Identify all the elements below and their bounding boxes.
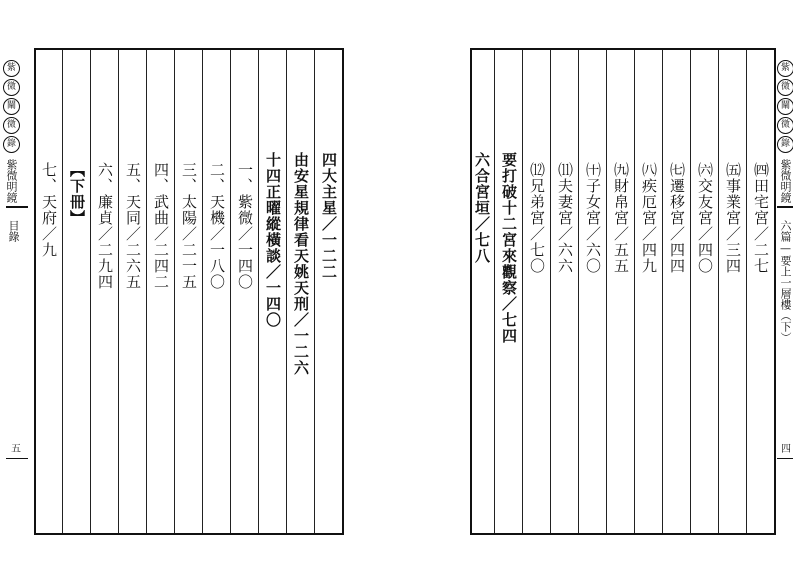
toc-column <box>470 50 494 533</box>
page-number: 五 <box>11 444 21 455</box>
toc-entry: 四、武曲／二四二 <box>152 162 170 290</box>
series-circle: 微 <box>3 117 20 134</box>
toc-entry: 三、太陽／二一五 <box>180 162 198 290</box>
book-title: 紫微明鏡 <box>779 159 792 203</box>
toc-entry: 五、天同／二六五 <box>124 162 142 290</box>
toc-column <box>259 50 286 533</box>
toc-column <box>579 50 606 533</box>
footer-tick <box>777 458 793 459</box>
toc-column <box>175 50 202 533</box>
toc-entry: 要打破十二宮來觀察／七四 <box>500 152 518 344</box>
toc-column <box>607 50 634 533</box>
toc-entry: 十四正曜縱橫談／一四〇 <box>264 152 282 328</box>
footer-tick <box>6 458 28 459</box>
right-toc-frame <box>470 48 776 535</box>
book-title: 紫微明鏡 <box>5 159 18 203</box>
divider-tick <box>777 206 793 208</box>
toc-entry: 四大主星／一二二 <box>320 152 338 280</box>
series-circle: 微 <box>3 79 20 96</box>
section-label: 目錄 <box>7 220 20 242</box>
toc-entry: ⑿兄弟宮／七〇 <box>528 162 546 274</box>
toc-entry: ⑾夫妻宮／六六 <box>556 162 574 274</box>
toc-entry: ㈨財帛宮／五五 <box>612 162 630 274</box>
toc-column <box>63 50 90 533</box>
toc-entry: 一、紫微／一四〇 <box>236 162 254 290</box>
toc-column <box>691 50 718 533</box>
series-circle: 闡 <box>777 98 793 115</box>
toc-entry: 六、廉貞／二九四 <box>96 162 114 290</box>
toc-entry: 七、天府／九 <box>40 162 58 258</box>
toc-column <box>147 50 174 533</box>
series-circle: 微 <box>777 117 793 134</box>
page-number: 四 <box>781 444 791 455</box>
toc-entry: 六合宮垣／七八 <box>473 152 491 264</box>
toc-column <box>523 50 550 533</box>
divider-tick <box>6 206 28 208</box>
toc-column <box>91 50 118 533</box>
toc-column <box>719 50 746 533</box>
series-circle: 微 <box>777 79 793 96</box>
section-label: 六篇—要上一層樓（下） <box>779 220 792 343</box>
toc-entry: ㈩子女宮／六〇 <box>584 162 602 274</box>
toc-column <box>119 50 146 533</box>
toc-entry: 【下冊】 <box>68 162 86 226</box>
toc-column <box>203 50 230 533</box>
toc-column <box>635 50 662 533</box>
series-circle: 闡 <box>3 98 20 115</box>
series-circle: 紫 <box>777 60 793 77</box>
toc-entry: ㈤事業宮／三四 <box>724 162 742 274</box>
toc-column <box>663 50 690 533</box>
left-toc-frame <box>34 48 344 535</box>
toc-column <box>551 50 578 533</box>
series-circle: 紫 <box>3 60 20 77</box>
toc-column <box>231 50 258 533</box>
toc-entry: ㈦遷移宮／四四 <box>668 162 686 274</box>
toc-entry: ㈧疾厄宮／四九 <box>640 162 658 274</box>
toc-column <box>287 50 314 533</box>
left-side-header <box>3 60 20 203</box>
right-side-header <box>777 60 793 203</box>
toc-entry: ㈣田宅宮／二七 <box>752 162 770 274</box>
toc-entry: 二、天機／一八〇 <box>208 162 226 290</box>
toc-column <box>495 50 522 533</box>
series-circle: 錄 <box>3 136 20 153</box>
toc-entry: ㈥交友宮／四〇 <box>696 162 714 274</box>
toc-entry: 由安星規律看天姚天刑／一二六 <box>292 152 310 376</box>
toc-column <box>315 50 342 533</box>
series-circle: 錄 <box>777 136 793 153</box>
toc-column <box>747 50 774 533</box>
toc-column <box>35 50 62 533</box>
